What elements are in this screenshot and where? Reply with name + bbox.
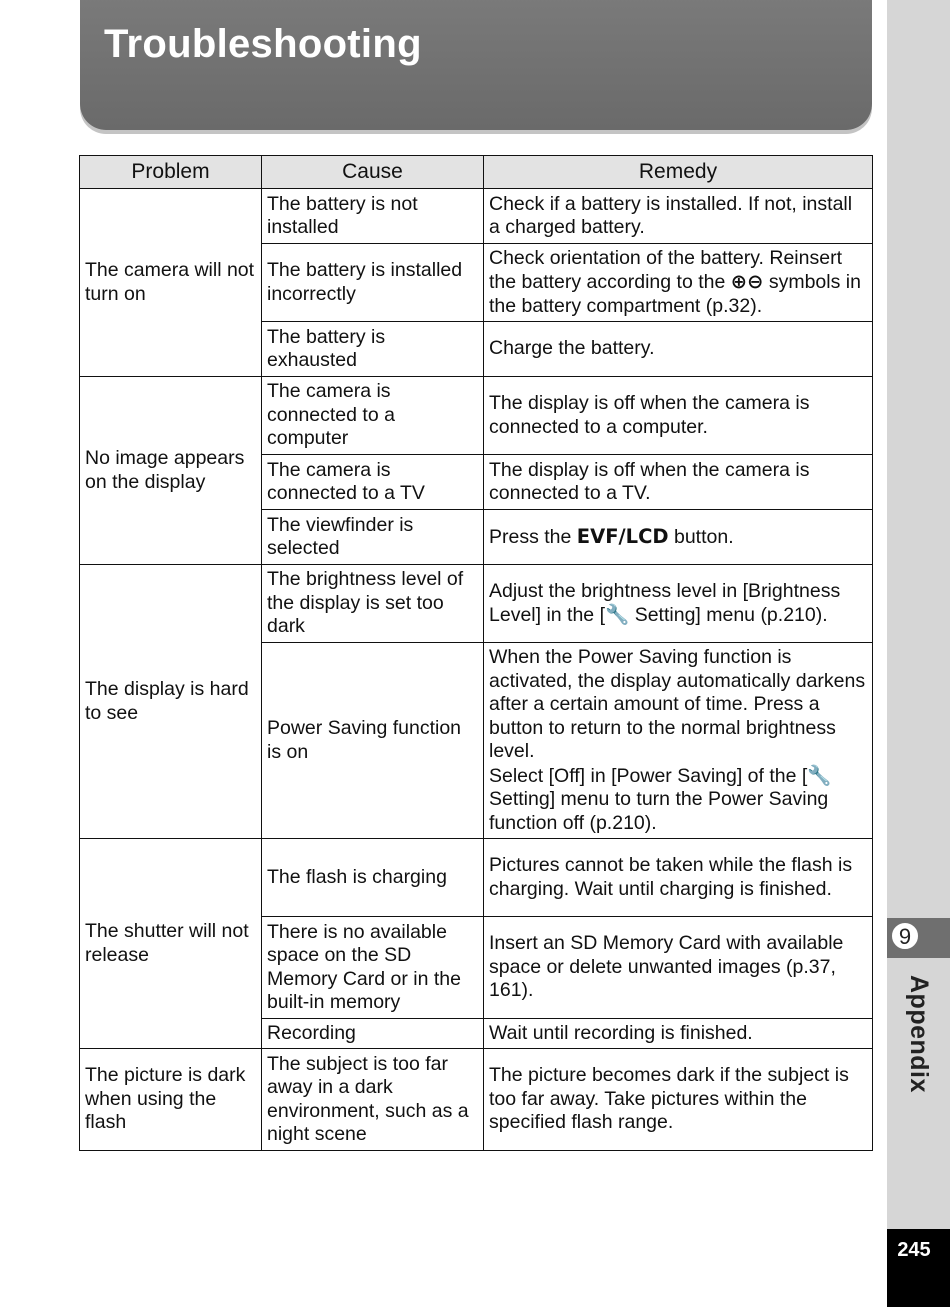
remedy-cell: Pictures cannot be taken while the flash is charging. Wait until charging is finished. <box>484 839 873 917</box>
remedy-text: Press the <box>489 525 577 548</box>
cause-cell: The brightness level of the display is set too dark <box>262 565 484 643</box>
cause-cell: The battery is installed incorrectly <box>262 244 484 322</box>
remedy-cell <box>484 244 873 322</box>
table-row <box>80 1049 873 1151</box>
remedy-cell: Check if a battery is installed. If not, install a charged battery. <box>484 189 873 244</box>
remedy-text: button. <box>668 525 734 548</box>
remedy-cell <box>484 643 873 839</box>
troubleshooting-table <box>79 155 873 1151</box>
cause-cell: The battery is not installed <box>262 189 484 244</box>
remedy-cell: Wait until recording is finished. <box>484 1019 873 1049</box>
remedy-text: Setting] menu to turn the Power Saving function off (p.210). <box>489 788 829 834</box>
problem-cell: The display is hard to see <box>80 565 262 839</box>
remedy-cell <box>484 565 873 643</box>
remedy-cell: Insert an SD Memory Card with available space or delete unwanted images (p.37, 161). <box>484 917 873 1019</box>
cause-cell: Recording <box>262 1019 484 1049</box>
cause-cell: The subject is too far away in a dark environment, such as a night scene <box>262 1049 484 1151</box>
cause-cell: The viewfinder is selected <box>262 510 484 565</box>
wrench-icon: 🔧 <box>605 603 630 626</box>
cause-cell: The battery is exhausted <box>262 322 484 377</box>
problem-cell: The shutter will not release <box>80 839 262 1049</box>
remedy-text: Check orientation of the battery. Reinsert the battery according to the <box>489 246 842 294</box>
remedy-text: symbols in the battery compartment (p.32). <box>489 271 861 317</box>
cause-cell: There is no available space on the SD Memory Card or in the built-in memory <box>262 917 484 1019</box>
remedy-text: Setting] menu (p.210). <box>629 604 828 626</box>
evf-lcd-button-icon: EVF/LCD <box>576 524 669 548</box>
remedy-text: Select [Off] in [Power Saving] of the [ <box>489 764 808 787</box>
page-title: Troubleshooting <box>104 22 422 66</box>
table-row <box>80 839 873 917</box>
cause-cell: The flash is charging <box>262 839 484 917</box>
problem-cell: No image appears on the display <box>80 377 262 565</box>
remedy-cell: The display is off when the camera is connected to a computer. <box>484 377 873 455</box>
cause-cell: The camera is connected to a computer <box>262 377 484 455</box>
wrench-icon: 🔧 <box>807 763 832 787</box>
remedy-cell: Charge the battery. <box>484 322 873 377</box>
remedy-cell: The display is off when the camera is connected to a TV. <box>484 455 873 510</box>
table-row <box>80 189 873 244</box>
problem-cell: The picture is dark when using the flash <box>80 1049 262 1151</box>
table-row <box>80 377 873 455</box>
chapter-sidebar <box>887 0 950 1307</box>
problem-cell: The camera will not turn on <box>80 189 262 377</box>
remedy-cell: The picture becomes dark if the subject is too far away. Take pictures within the specified flash range. <box>484 1049 873 1151</box>
chapter-number: 9 <box>890 921 920 951</box>
table-row <box>80 565 873 643</box>
header-problem: Problem <box>80 156 262 189</box>
chapter-label: Appendix <box>905 975 933 1093</box>
header-remedy: Remedy <box>484 156 873 189</box>
cause-cell: The camera is connected to a TV <box>262 455 484 510</box>
remedy-text: Adjust the brightness level in [Brightness Level] in the [ <box>489 579 841 626</box>
remedy-text: When the Power Saving function is activated, the display automatically darkens after a certain amount of time. Press a button to return to the normal brightness level. <box>489 646 866 762</box>
cause-cell: Power Saving function is on <box>262 643 484 839</box>
header-cause: Cause <box>262 156 484 189</box>
header-row <box>80 156 873 189</box>
plus-minus-symbols-icon: ⊕⊖ <box>730 270 764 294</box>
remedy-cell <box>484 510 873 565</box>
page-number: 245 <box>897 1239 931 1261</box>
